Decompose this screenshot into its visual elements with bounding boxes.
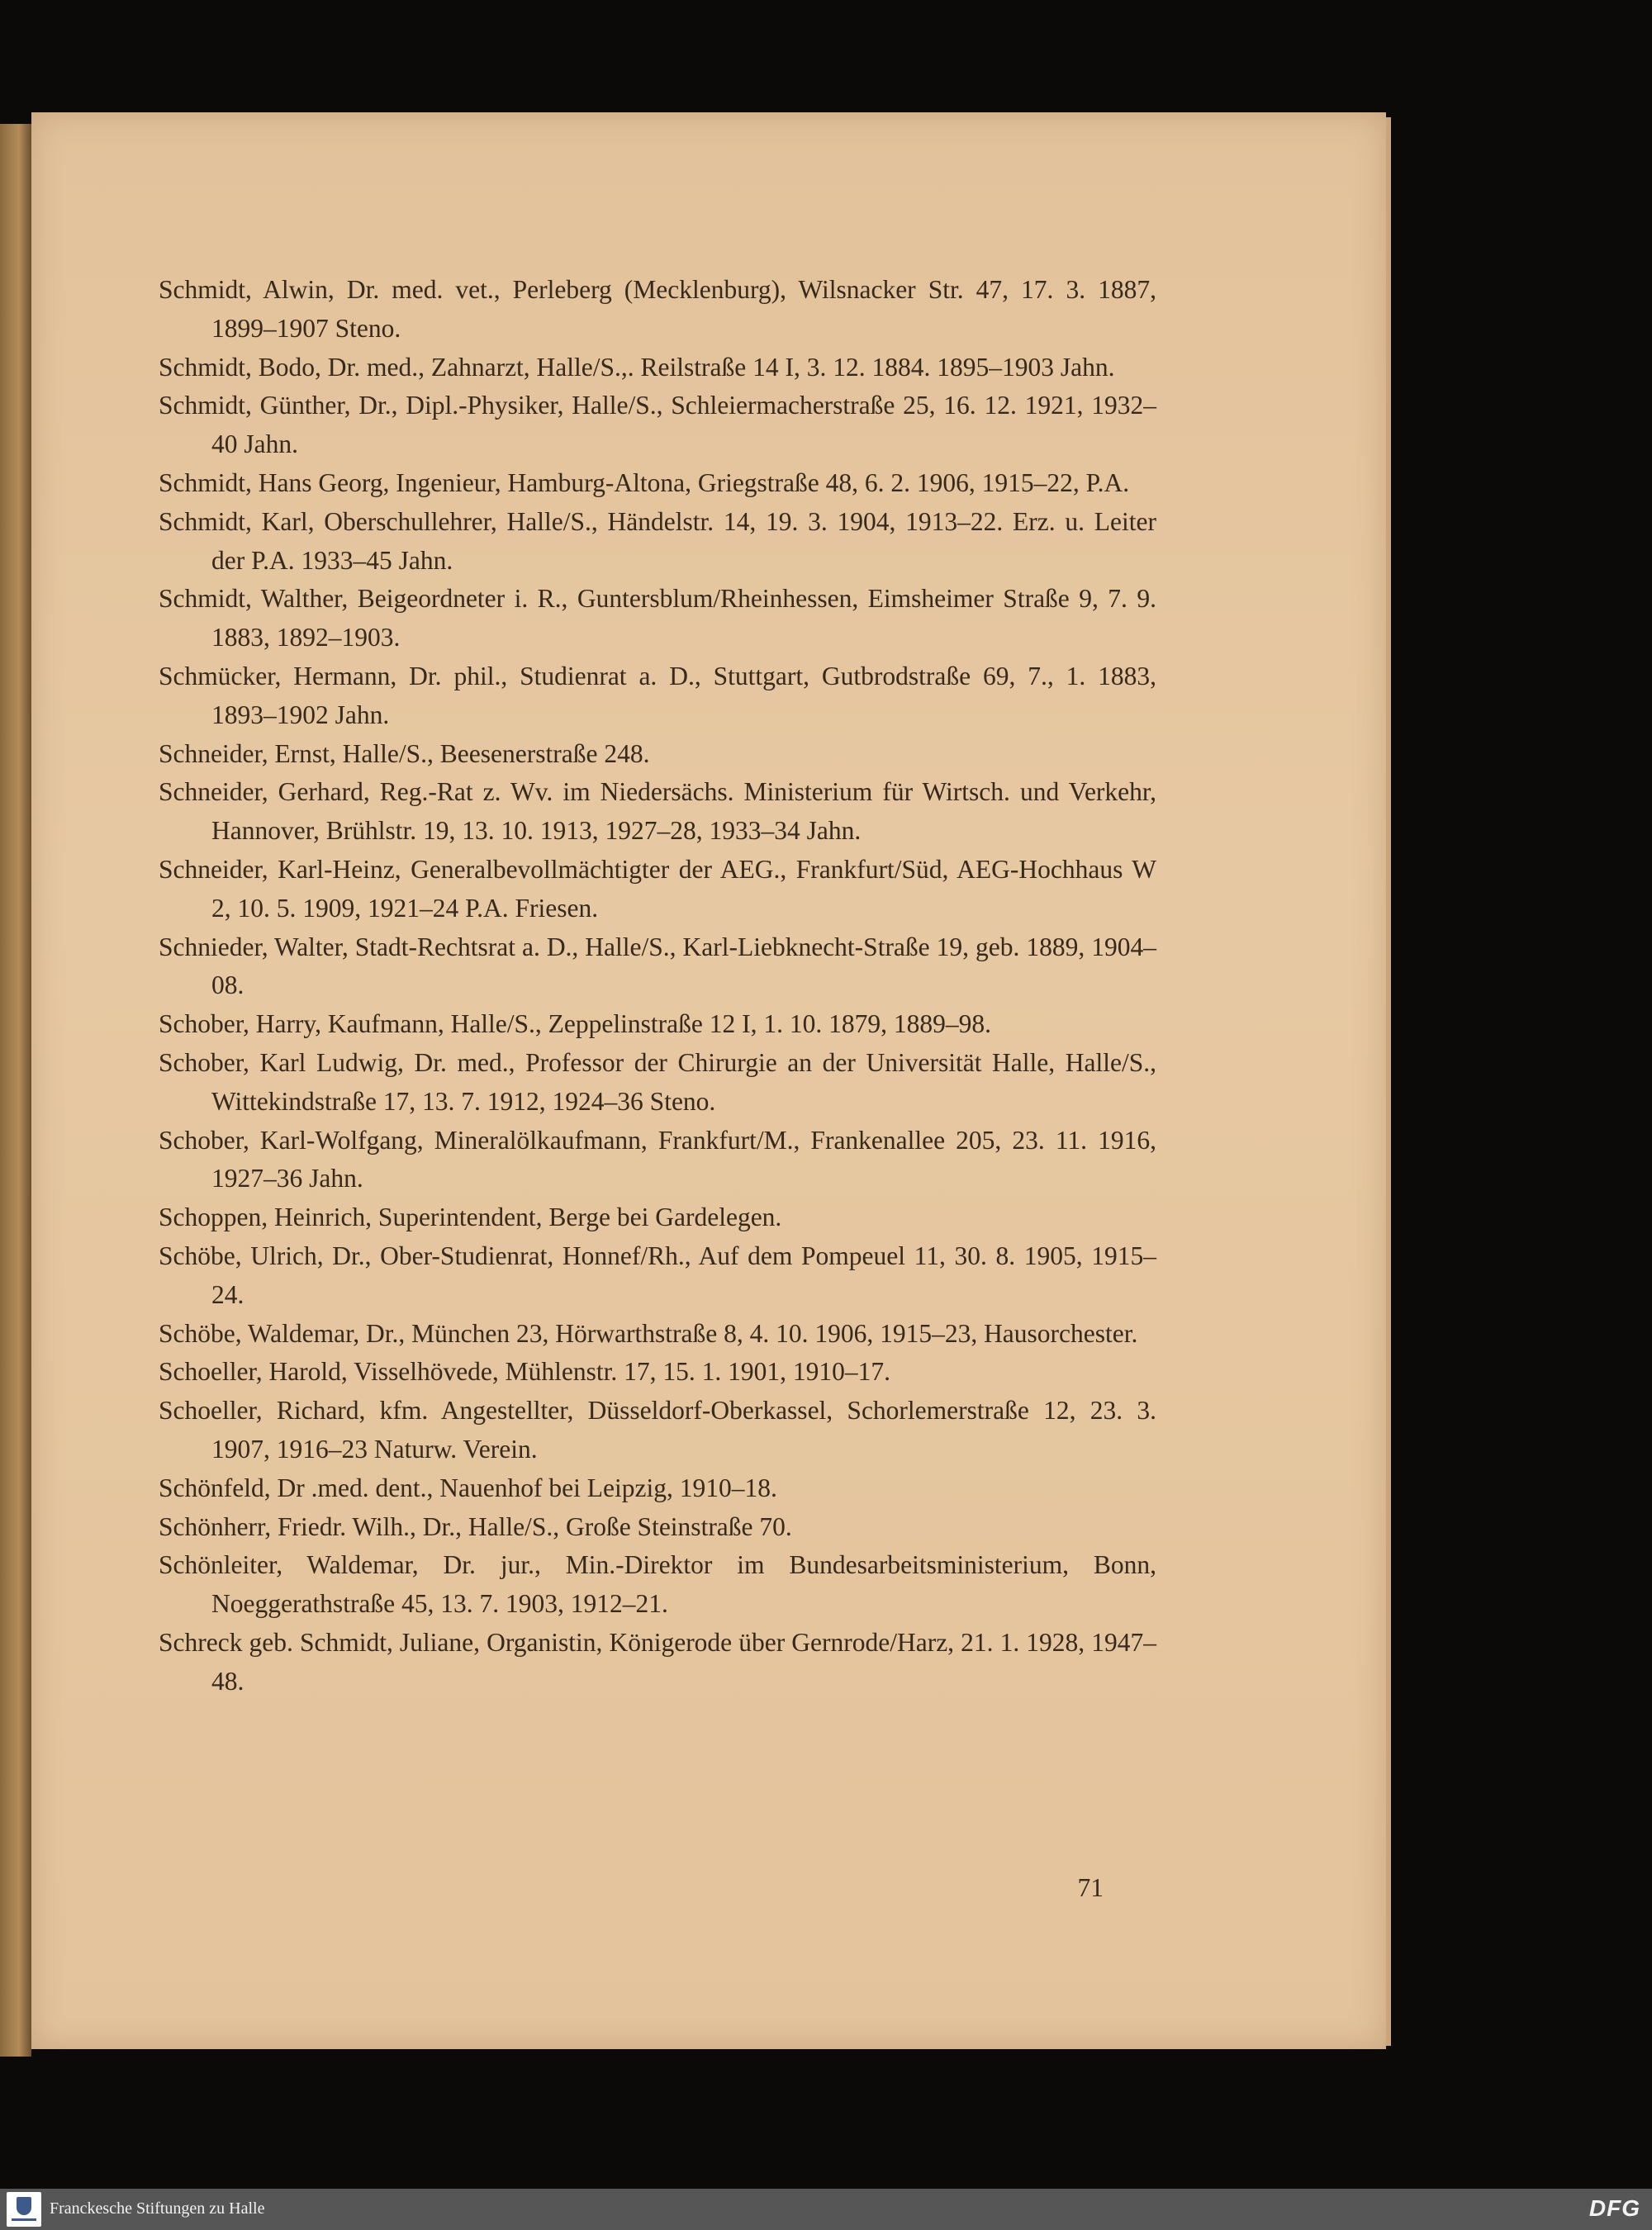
viewer-footer-bar: [0, 2189, 1652, 2230]
directory-entries: [159, 271, 1156, 1701]
directory-entry: Schmidt, Bodo, Dr. med., Zahnarzt, Halle/S.,. Reilstraße 14 I, 3. 12. 1884. 1895–1903 Jahn.: [159, 352, 1115, 382]
directory-entry: Schnieder, Walter, Stadt-Rechtsrat a. D., Halle/S., Karl-Liebknecht-Straße 19, geb. 1889, 1904–08.: [159, 932, 1156, 1000]
francke-foundation-logo-icon[interactable]: [7, 2192, 41, 2227]
dfg-badge: DFG: [1588, 2195, 1640, 2221]
directory-entry: Schober, Karl-Wolfgang, Mineralölkaufmann, Frankfurt/M., Frankenallee 205, 23. 11. 1916, 1927–36 Jahn.: [159, 1125, 1156, 1193]
directory-entry: Schoppen, Heinrich, Superintendent, Berge bei Gardelegen.: [159, 1203, 782, 1232]
directory-entry: Schöbe, Ulrich, Dr., Ober-Studienrat, Honnef/Rh., Auf dem Pompeuel 11, 30. 8. 1905, 1915–24.: [159, 1241, 1156, 1309]
institution-name[interactable]: Franckesche Stiftungen zu Halle: [50, 2199, 265, 2218]
directory-entry: Schober, Karl Ludwig, Dr. med., Professor der Chirurgie an der Universität Halle, Halle/S., Wittekindstraße 17, 13. 7. 1912, 1924–36 Steno.: [159, 1047, 1156, 1116]
directory-entry: Schmidt, Alwin, Dr. med. vet., Perleberg (Mecklenburg), Wilsnacker Str. 47, 17. 3. 1887, 1899–1907 Steno.: [159, 275, 1156, 343]
directory-entry: Schmidt, Hans Georg, Ingenieur, Hamburg-Altona, Griegstraße 48, 6. 2. 1906, 1915–22, P.A.: [159, 467, 1130, 497]
page-edge-shadow: [1386, 117, 1391, 2046]
directory-entry: Schober, Harry, Kaufmann, Halle/S., Zeppelinstraße 12 I, 1. 10. 1879, 1889–98.: [159, 1009, 991, 1039]
directory-entry: Schönherr, Friedr. Wilh., Dr., Halle/S., Große Steinstraße 70.: [159, 1511, 792, 1541]
previous-page-edge: [0, 124, 31, 2057]
directory-entry: Schneider, Karl-Heinz, Generalbevollmächtigter der AEG., Frankfurt/Süd, AEG-Hochhaus W 2, 10. 5. 1909, 1921–24 P.A. Friesen.: [159, 854, 1156, 923]
directory-entry: Schönfeld, Dr .med. dent., Nauenhof bei Leipzig, 1910–18.: [159, 1473, 777, 1502]
directory-entry: Schmidt, Günther, Dr., Dipl.-Physiker, Halle/S., Schleiermacherstraße 25, 16. 12. 1921, 1932–40 Jahn.: [159, 391, 1156, 459]
directory-entry: Schmidt, Karl, Oberschullehrer, Halle/S., Händelstr. 14, 19. 3. 1904, 1913–22. Erz. u. Leiter der P.A. 1933–45 Jahn.: [159, 506, 1156, 575]
directory-entry: Schneider, Gerhard, Reg.-Rat z. Wv. im Niedersächs. Ministerium für Wirtsch. und Verkehr, Hannover, Brühlstr. 19, 13. 10. 1913, 1927–28, 1933–34 Jahn.: [159, 777, 1156, 846]
directory-entry: Schmidt, Walther, Beigeordneter i. R., Guntersblum/Rheinhessen, Eimsheimer Straße 9, 7. 9. 1883, 1892–1903.: [159, 584, 1156, 652]
directory-entry: Schneider, Ernst, Halle/S., Beesenerstraße 248.: [159, 738, 650, 768]
directory-entry: Schmücker, Hermann, Dr. phil., Studienrat a. D., Stuttgart, Gutbrodstraße 69, 7., 1. 1883, 1893–1902 Jahn.: [159, 661, 1156, 729]
directory-entry: Schöbe, Waldemar, Dr., München 23, Hörwarthstraße 8, 4. 10. 1906, 1915–23, Hausorchester.: [159, 1318, 1138, 1348]
page-number: 71: [1077, 1873, 1104, 1902]
directory-entry: Schreck geb. Schmidt, Juliane, Organistin, Königerode über Gernrode/Harz, 21. 1. 1928, 1947–48.: [159, 1627, 1156, 1696]
directory-entry: Schönleiter, Waldemar, Dr. jur., Min.-Direktor im Bundesarbeitsministerium, Bonn, Noeggerathstraße 45, 13. 7. 1903, 1912–21.: [159, 1550, 1156, 1619]
directory-entry: Schoeller, Harold, Visselhövede, Mühlenstr. 17, 15. 1. 1901, 1910–17.: [159, 1357, 891, 1387]
directory-entry: Schoeller, Richard, kfm. Angestellter, Düsseldorf-Oberkassel, Schorlemerstraße 12, 23. 3. 1907, 1916–23 Naturw. Verein.: [159, 1396, 1156, 1464]
